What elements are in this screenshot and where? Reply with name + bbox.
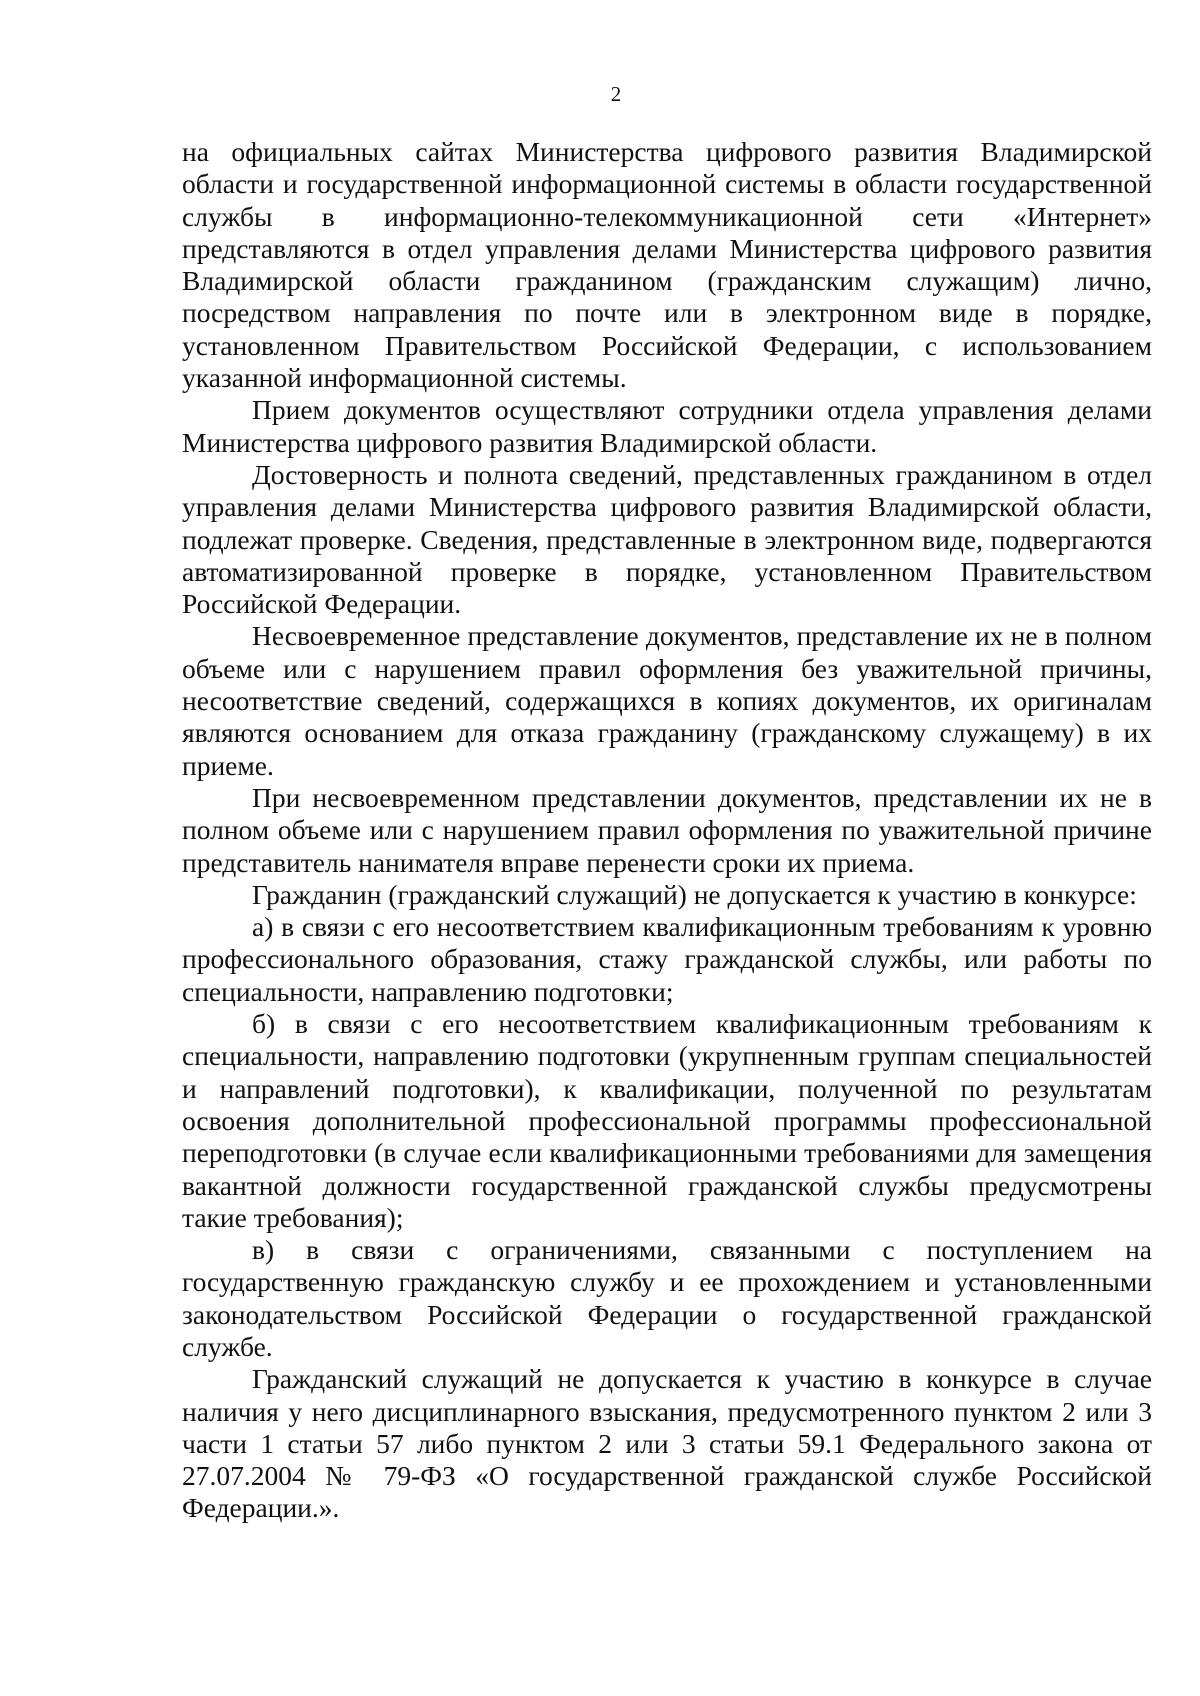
paragraph: При несвоевременном представлении документов, представлении их не в полном объеме или с нарушением правил оформления по уважительной причине представитель нанимателя вправе перенести сроки их приема. (182, 781, 1152, 878)
paragraph: Достоверность и полнота сведений, представленных гражданином в отдел управления делами Министерства цифрового развития Владимирской области, подлежат проверке. Сведения, представленные в электронном виде, подвергаются автоматизированной проверке в порядке, установленном Правительством Российской Федерации. (182, 458, 1152, 620)
paragraph: Прием документов осуществляют сотрудники отдела управления делами Министерства цифрового развития Владимирской области. (182, 394, 1152, 458)
document-body (182, 136, 1152, 1525)
list-item-v: в) в связи с ограничениями, связанными с поступлением на государственную гражданскую службу и ее прохождением и установленными законодательством Российской Федерации о государственной гражданской службе. (182, 1234, 1152, 1362)
paragraph: на официальных сайтах Министерства цифрового развития Владимирской области и государственной информационной системы в области государственной службы в информационно-телекоммуникационной сети «Интернет» представляются в отдел управления делами Министерства цифрового развития Владимирской области гражданином (гражданским служащим) лично, посредством направления по почте или в электронном виде в порядке, установленном Правительством Российской Федерации, с использованием указанной информационной системы. (182, 136, 1152, 394)
paragraph: Гражданский служащий не допускается к участию в конкурсе в случае наличия у него дисциплинарного взыскания, предусмотренного пунктом 2 или 3 части 1 статьи 57 либо пунктом 2 или 3 статьи 59.1 Федерального закона от 27.07.2004 № 79-ФЗ «О государственной гражданской службе Российской Федерации.». (182, 1363, 1152, 1524)
page-number: 2 (610, 82, 622, 106)
paragraph: Несвоевременное представление документов, представление их не в полном объеме или с нарушением правил оформления без уважительной причины, несоответствие сведений, содержащихся в копиях документов, их оригиналам являются основанием для отказа гражданину (гражданскому служащему) в их приеме. (182, 620, 1152, 781)
paragraph: Гражданин (гражданский служащий) не допускается к участию в конкурсе: (252, 878, 1137, 910)
list-item-b: б) в связи с его несоответствием квалификационным требованиям к специальности, направлению подготовки (укрупненным группам специальностей и направлений подготовки), к квалификации, полученной по результатам освоения дополнительной профессиональной программы профессиональной переподготовки (в случае если квалификационными требованиями для замещения вакантной должности государственной гражданской службы предусмотрены такие требования); (182, 1008, 1152, 1233)
list-item-a: а) в связи с его несоответствием квалификационным требованиям к уровню профессионального образования, стажу гражданской службы, или работы по специальности, направлению подготовки; (182, 911, 1152, 1007)
